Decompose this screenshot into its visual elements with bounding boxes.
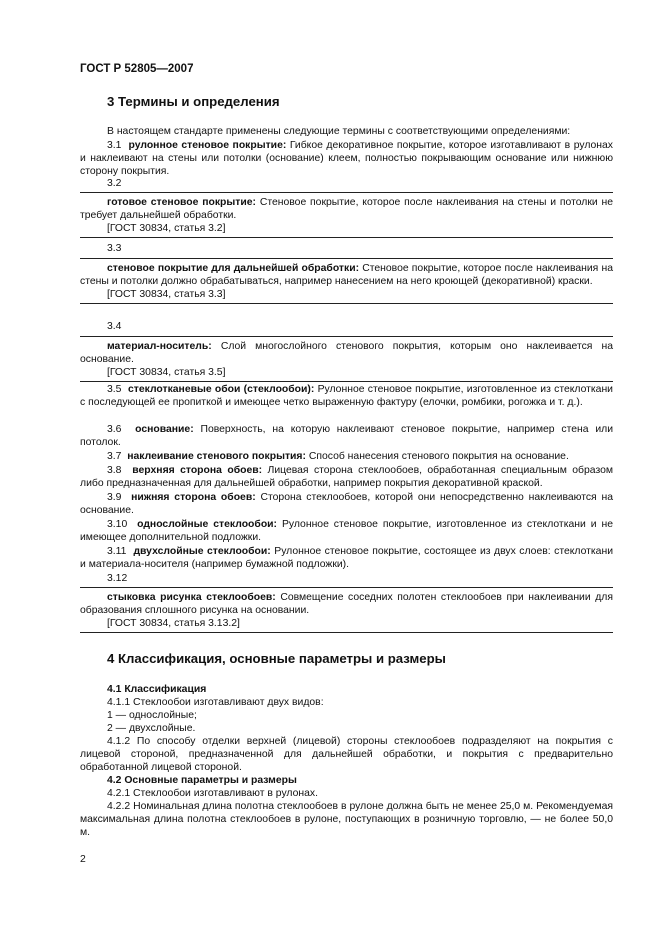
- paragraph-4-1-2: 4.1.2 По способу отделки верхней (лицевой) стороны стеклообоев подразделяют на покрытия с лицевой стороной, предназначенной для дальнейшей обработки, и покрытия с предварительно обработанной лицевой стороной.: [80, 736, 613, 773]
- term-3-2-box: [80, 192, 613, 238]
- document-header: ГОСТ Р 52805—2007: [80, 63, 194, 75]
- term-number-label: 3.12: [107, 573, 128, 584]
- term-name: однослойные стеклообои:: [137, 519, 278, 530]
- subsection-4-2-title: 4.2 Основные параметры и размеры: [107, 775, 297, 786]
- term-number-label: 3.3: [107, 243, 122, 254]
- term-reference: [ГОСТ 30834, статья 3.13.2]: [107, 618, 240, 629]
- term-definition: Лицевая сторона стеклообоев, обработанная специальным образом либо предназначенная для дальнейшей обработки, например покрытия декоративной краской.: [80, 465, 614, 489]
- term-name: наклеивание стенового покрытия:: [127, 451, 306, 462]
- term-3-7: 3.7 наклеивание стенового покрытия: Способ нанесения стенового покрытия на основание.: [107, 451, 569, 462]
- term-definition: Рулонное стеновое покрытие, изготовленное из стеклоткани с последующей ее пропиткой и имеющее четко выраженную фактуру (елочки, ромбики, рогожка и т. д.).: [80, 384, 613, 408]
- paragraph-4-2-1: 4.2.1 Стеклообои изготавливают в рулонах.: [107, 788, 318, 799]
- paragraph-4-2-2: 4.2.2 Номинальная длина полотна стеклообоев в рулоне должна быть не менее 25,0 м. Рекомендуемая максимальная длина полотна стеклообоев в рулоне, поступающих в розничную торговлю, — не более 50,0 м.: [80, 801, 613, 838]
- term-number-label: 3.4: [107, 321, 122, 332]
- term-3-8: 3.8 верхняя сторона обоев: Лицевая сторона стеклообоев, обработанная специальным образом либо предназначенная для дальнейшей обработки, например покрытия декоративной краской.: [80, 465, 614, 489]
- list-item: 2 — двухслойные.: [107, 723, 196, 734]
- section-3-title: 3 Термины и определения: [107, 94, 280, 109]
- term-name: стеклотканевые обои (стеклообои):: [127, 384, 315, 395]
- term-3-9: 3.9 нижняя сторона обоев: Сторона стеклообоев, которой они непосредственно наклеиваются на основание.: [80, 492, 613, 516]
- section-4-title: 4 Классификация, основные параметры и размеры: [107, 651, 446, 666]
- term-reference: [ГОСТ 30834, статья 3.5]: [107, 367, 226, 378]
- term-name: двухслойные стеклообои:: [133, 546, 271, 557]
- term-definition: Слой многослойного стенового покрытия, которым оно наклеивается на основание.: [80, 341, 613, 365]
- subsection-4-1-title: 4.1 Классификация: [107, 684, 207, 695]
- term-3-3-box: [80, 258, 613, 304]
- intro-text: В настоящем стандарте применены следующие термины с соответствующими определениями:: [107, 126, 571, 137]
- term-definition: Стеновое покрытие, которое после наклеивания на стены и потолки должно обрабатываться, например нанесением на него кроющей (декоративной) краски.: [80, 263, 613, 287]
- term-definition: Сторона стеклообоев, которой они непосредственно наклеиваются на основание.: [80, 492, 613, 516]
- term-definition: Гибкое декоративное покрытие, которое изготавливают в рулонах и наклеивают на стены или потолки (основание) клеем, полностью покрывающим основание или нижнюю сторону покрытия.: [80, 140, 613, 177]
- term-definition: Поверхность, на которую наклеивают стеновое покрытие, например стена или потолок.: [80, 424, 613, 448]
- term-3-11: 3.11 двухслойные стеклообои: Рулонное стеновое покрытие, состоящее из двух слоев: стеклоткани и материала-носителя (например бумажной подложки).: [80, 546, 613, 570]
- term-definition: Рулонное стеновое покрытие, состоящее из двух слоев: стеклоткани и материала-носителя (например бумажной подложки).: [80, 546, 613, 570]
- term-name: основание:: [135, 424, 194, 435]
- term-definition: Совмещение соседних полотен стеклообоев при наклеивании для образования сплошного рисунка на основании.: [80, 592, 613, 616]
- term-name: готовое стеновое покрытие:: [107, 197, 256, 208]
- term-3-5: 3.5 стеклотканевые обои (стеклообои): Рулонное стеновое покрытие, изготовленное из стеклоткани с последующей ее пропиткой и имеющее четко выраженную фактуру (елочки, ромбики, рогожка и т. д.).: [80, 384, 613, 408]
- term-reference: [ГОСТ 30834, статья 3.3]: [107, 289, 226, 300]
- paragraph-4-1-1: 4.1.1 Стеклообои изготавливают двух видов:: [107, 697, 324, 708]
- term-definition: Стеновое покрытие, которое после наклеивания на стены и потолки не требует дальнейшей обработки.: [80, 197, 614, 221]
- term-reference: [ГОСТ 30834, статья 3.2]: [107, 223, 226, 234]
- term-name: стеновое покрытие для дальнейшей обработки:: [107, 263, 360, 274]
- term-definition: Способ нанесения стенового покрытия на основание.: [308, 451, 569, 462]
- section-3-intro: [80, 125, 613, 138]
- term-name: верхняя сторона обоев:: [132, 465, 263, 476]
- list-item: 1 — однослойные;: [107, 710, 197, 721]
- term-definition: Рулонное стеновое покрытие, изготовленное из стеклоткани и не имеющее дополнительной подложки.: [80, 519, 613, 543]
- section-4-body: [80, 683, 613, 839]
- page-number: 2: [80, 854, 86, 865]
- term-name: стыковка рисунка стеклообоев:: [107, 592, 276, 603]
- term-3-4-box: [80, 336, 613, 382]
- term-name: рулонное стеновое покрытие:: [128, 140, 287, 151]
- term-3-12-box: [80, 587, 613, 633]
- term-3-1: [80, 139, 613, 178]
- term-number-label: 3.2: [107, 178, 122, 189]
- term-number: 3.1: [107, 140, 122, 151]
- term-name: нижняя сторона обоев:: [131, 492, 256, 503]
- term-name: материал-носитель:: [107, 341, 212, 352]
- term-3-6: 3.6 основание: Поверхность, на которую наклеивают стеновое покрытие, например стена или потолок.: [80, 424, 613, 448]
- term-3-10: 3.10 однослойные стеклообои: Рулонное стеновое покрытие, изготовленное из стеклоткани и не имеющее дополнительной подложки.: [80, 519, 613, 543]
